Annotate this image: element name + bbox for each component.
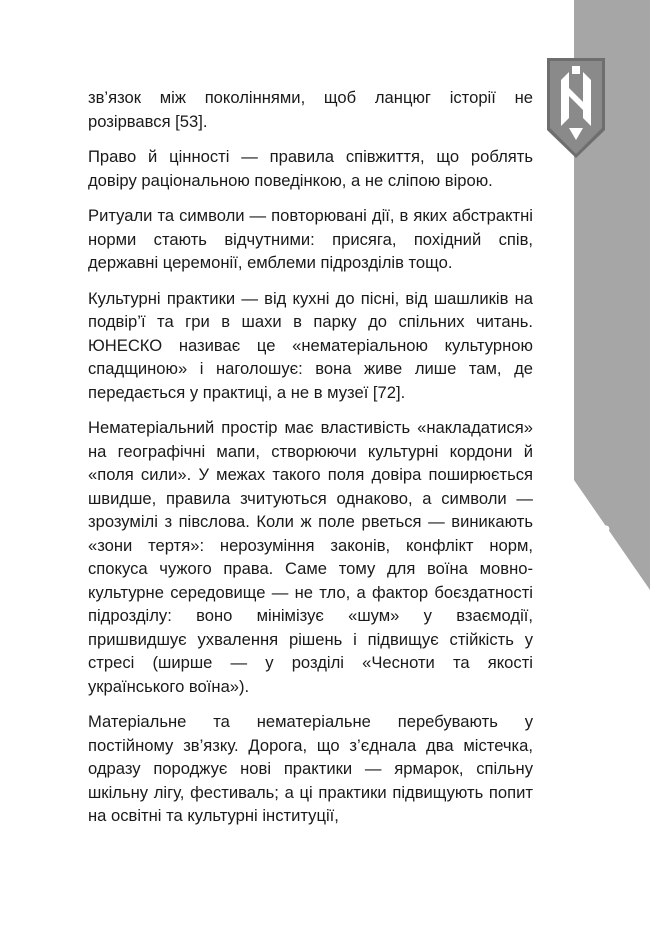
tryzub-shield-icon <box>547 58 605 158</box>
paragraph-material-and-intangible: Матеріальне та нематеріальне перебувають у постійному зв’язку. Дорога, що з’єднала два містечка, одразу породжує нові практики — ярмарок, спільну шкільну лігу, фестиваль; а ці практики підвищують попит на освітні та культурні інституції, <box>88 712 533 825</box>
page-body <box>88 86 533 840</box>
paragraph-law-and-values: Право й цінності — правила співжиття, що роблять довіру раціональною поведінкою, а не сліпою вірою. <box>88 147 533 190</box>
paragraph-continuation: зв’язок між поколіннями, щоб ланцюг історії не розірвався [53]. <box>88 88 533 131</box>
paragraph-cultural-practices: Культурні практики — від кухні до пісні, від шашликів на подвір’ї та гри в шахи в парку до спільних читань. ЮНЕСКО називає це «нематеріальною культурною спадщиною» і наголошує: вона живе лише там, де передається у практиці, а не в музеї [72]. <box>88 288 533 402</box>
page-number: 13 <box>585 522 611 544</box>
paragraph-intangible-space: Нематеріальний простір має властивість «накладатися» на географічні мапи, створюючи культурні кордони й «поля сили». У межах такого поля довіра поширюється швидше, правила зчитуються однаково, а символи — зрозумілі з півслова. Коли ж поле рветься — виникають «зони тертя»: нерозуміння законів, конфлікт норм, спокуса чужого права. Саме тому для воїна мовно-культурне середовище — не тло, а фактор боєздатності підрозділу: воно мінімізує «шум» у взаємодії, пришвидшує ухвалення рішень і підвищує стійкість у стресі (ширше — у розділі «Чесноти та якості українського воїна»). <box>88 418 533 696</box>
paragraph-rituals-and-symbols: Ритуали та символи — повторювані дії, в яких абстрактні норми стають відчутними: присяга, похідний спів, державні церемонії, емблеми підрозділів тощо. <box>88 206 533 272</box>
